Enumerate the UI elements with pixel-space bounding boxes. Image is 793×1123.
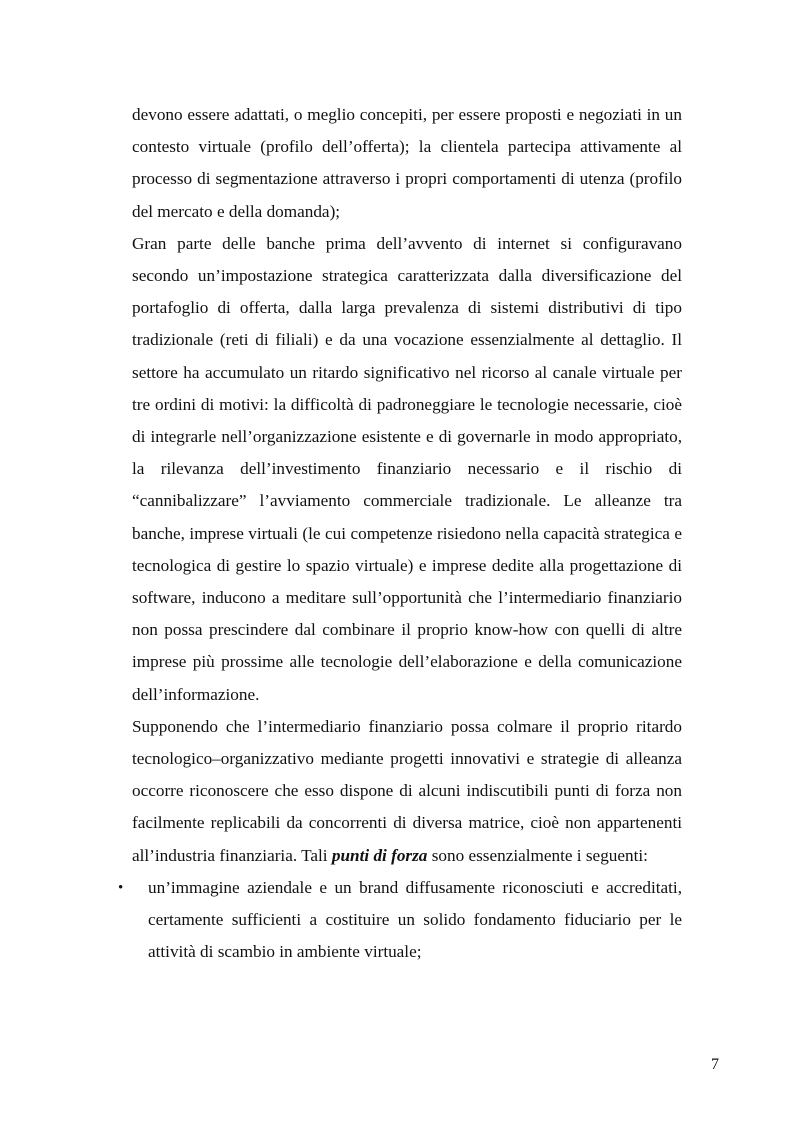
- paragraph-3: [132, 711, 682, 872]
- list-item: [118, 872, 682, 969]
- strengths-intro-rest: sono essenzialmente i seguenti:: [427, 845, 648, 865]
- paragraph-1: devono essere adattati, o meglio concepiti, per essere proposti e negoziati in un contesto virtuale (profilo dell’offerta); la clientela partecipa attivamente al processo di segmentazione attraverso i propri comportamenti di utenza (profilo del mercato e della domanda);: [132, 105, 682, 221]
- body-text: [118, 99, 682, 968]
- bullet-icon: •: [118, 879, 124, 896]
- strengths-emphasis: punti di forza: [331, 845, 428, 865]
- strengths-list: [118, 872, 682, 969]
- paragraph-2: Gran parte delle banche prima dell’avvento di internet si configuravano secondo un’impostazione strategica caratterizzata dalla diversificazione del portafoglio di offerta, dalla larga prevalenza di sistemi distributivi di tipo tradizionale (reti di filiali) e da una vocazione essenzialmente al dettaglio. Il settore ha accumulato un ritardo significativo nel ricorso al canale virtuale per tre ordini di motivi: la difficoltà di padroneggiare le tecnologie necessarie, cioè di integrarle nell’organizzazione esistente e di governarle in modo appropriato, la rilevanza dell’investimento finanziario necessario e il rischio di “cannibalizzare” l’avviamento commerciale tradizionale. Le alleanze tra banche, imprese virtuali (le cui competenze risiedono nella capacità strategica e tecnologica di gestire lo spazio virtuale) e imprese dedite alla progettazione di software, inducono a meditare sull’opportunità che l’intermediario finanziario non possa prescindere dal combinare il proprio know-how con quelli di altre imprese più prossime alle tecnologie dell’elaborazione e della comunicazione dell’informazione.: [132, 233, 682, 704]
- paragraph-3-text: Supponendo che l’intermediario finanziario possa colmare il proprio ritardo tecnologico–organizzativo mediante progetti innovativi e strategie di alleanza occorre riconoscere che esso dispone di alcuni indiscutibili punti di forza non facilmente replicabili da concorrenti di diversa matrice, cioè non appartenenti all’industria finanziaria. Tali: [132, 716, 682, 865]
- list-item-text: un’immagine aziendale e un brand diffusamente riconosciuti e accreditati, certamente sufficienti a costituire un solido fondamento fiduciario per le attività di scambio in ambiente virtuale;: [148, 877, 682, 962]
- page-number: 7: [711, 1056, 719, 1073]
